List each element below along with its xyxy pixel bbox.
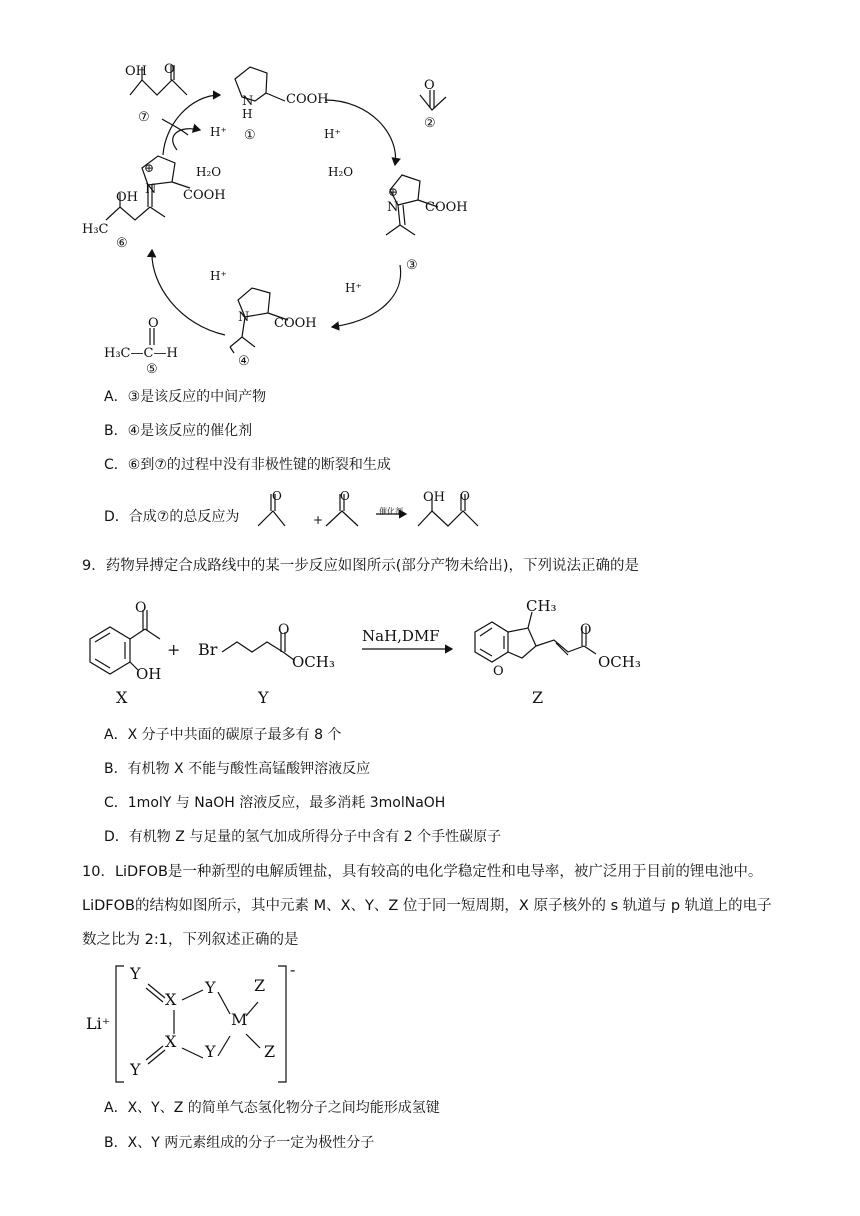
label-c4: ④	[238, 354, 250, 369]
q10-stem-line1: 10．LiDFOB是一种新型的电解质锂盐，具有较高的电化学稳定性和电导率，被广泛用于目前的锂电池中。	[82, 864, 763, 880]
y-br: Br	[198, 640, 218, 659]
x-oh: OH	[136, 665, 162, 683]
c6-cooh: COOH	[183, 188, 226, 203]
c7-oh: OH	[125, 64, 147, 79]
c4-n: N	[238, 310, 250, 325]
q9-option-b: B．有机物 X 不能与酸性高锰酸钾溶液反应	[104, 761, 371, 777]
y-o: O	[278, 622, 290, 638]
d-plus: +	[313, 513, 324, 527]
q8-option-c: C．⑥到⑦的过程中没有非极性键的断裂和生成	[104, 457, 391, 473]
z-o-ring: O	[493, 664, 504, 679]
c4-cooh: COOH	[274, 316, 317, 331]
label-c7: ⑦	[138, 110, 150, 125]
q9-option-a: A．X 分子中共面的碳原子最多有 8 个	[104, 727, 342, 743]
c5-formula: H₃C—C—H	[104, 346, 178, 361]
d-catalyst: 催化剂	[379, 507, 403, 516]
c5-hplus: H⁺	[210, 269, 227, 283]
c6-plus: ⊕	[144, 161, 155, 175]
label-c5: ⑤	[146, 362, 158, 377]
label-c3: ③	[406, 258, 418, 273]
scheme-plus: +	[167, 640, 181, 659]
label-c6: ⑥	[116, 236, 128, 251]
label-x: X	[116, 688, 128, 707]
lid-y4: Y	[130, 1060, 141, 1079]
lid-y3: Y	[205, 1042, 216, 1061]
q10-stem-line2: LiDFOB的结构如图所示，其中元素 M、X、Y、Z 位于同一短周期，X 原子核外的 s 轨道与 p 轨道上的电子	[82, 898, 772, 914]
c1-cooh: COOH	[286, 92, 329, 107]
lid-y2: Y	[205, 978, 216, 997]
q9-stem: 9．药物异搏定合成路线中的某一步反应如图所示(部分产物未给出)，下列说法正确的是	[82, 558, 640, 574]
x-o: O	[135, 600, 147, 616]
label-y: Y	[258, 688, 269, 707]
lid-charge: -	[290, 960, 296, 979]
label-z: Z	[532, 688, 544, 707]
d-o1: O	[272, 489, 282, 503]
c2-o: O	[424, 78, 435, 93]
lid-z2: Z	[264, 1042, 276, 1061]
q10-stem-line3: 数之比为 2:1，下列叙述正确的是	[82, 932, 299, 948]
c3-plus: ⊕	[388, 185, 399, 199]
lid-x1: X	[165, 990, 177, 1009]
c6-h3c: H₃C	[82, 222, 109, 237]
c1-h: H	[242, 107, 253, 121]
label-c2: ②	[424, 116, 436, 131]
q8-option-b: B．④是该反应的催化剂	[104, 423, 253, 439]
z-och3: OCH₃	[598, 653, 641, 671]
c6-h2o: H₂O	[196, 165, 222, 179]
q9-option-c: C．1molY 与 NaOH 溶液反应，最多消耗 3molNaOH	[104, 795, 446, 811]
c1-n: N	[242, 94, 254, 109]
lid-x2: X	[165, 1032, 177, 1051]
lid-li: Li⁺	[86, 1014, 111, 1033]
d-o2: O	[340, 489, 350, 503]
c3-h2o: H₂O	[328, 165, 354, 179]
z-o: O	[580, 622, 592, 638]
c5-o: O	[148, 316, 159, 331]
c3-cooh: COOH	[425, 200, 468, 215]
y-och3: OCH₃	[292, 653, 335, 671]
q8-option-a: A．③是该反应的中间产物	[104, 389, 267, 405]
z-ch3: CH₃	[526, 597, 557, 615]
c3-n: N	[387, 200, 399, 215]
lid-z1: Z	[254, 976, 266, 995]
d-o3: O	[460, 489, 470, 503]
c7-o: O	[164, 62, 175, 77]
q8-option-d: D．合成⑦的总反应为	[104, 509, 240, 525]
c6-oh: OH	[116, 190, 138, 205]
reagent: NaH,DMF	[362, 627, 440, 645]
q9-option-d: D．有机物 Z 与足量的氢气加成所得分子中含有 2 个手性碳原子	[104, 829, 502, 845]
q10-option-a: A．X、Y、Z 的简单气态氢化物分子之间均能形成氢键	[104, 1100, 440, 1116]
c4-hplus: H⁺	[345, 281, 362, 295]
c3-hplus: H⁺	[324, 127, 341, 141]
c6-hplus: H⁺	[210, 125, 227, 139]
d-oh: OH	[423, 490, 445, 505]
q10-option-b: B．X、Y 两元素组成的分子一定为极性分子	[104, 1135, 375, 1151]
lid-m: M	[231, 1010, 248, 1029]
lid-y1: Y	[130, 964, 141, 983]
c6-n: N	[145, 182, 157, 197]
label-c1: ①	[244, 128, 256, 143]
